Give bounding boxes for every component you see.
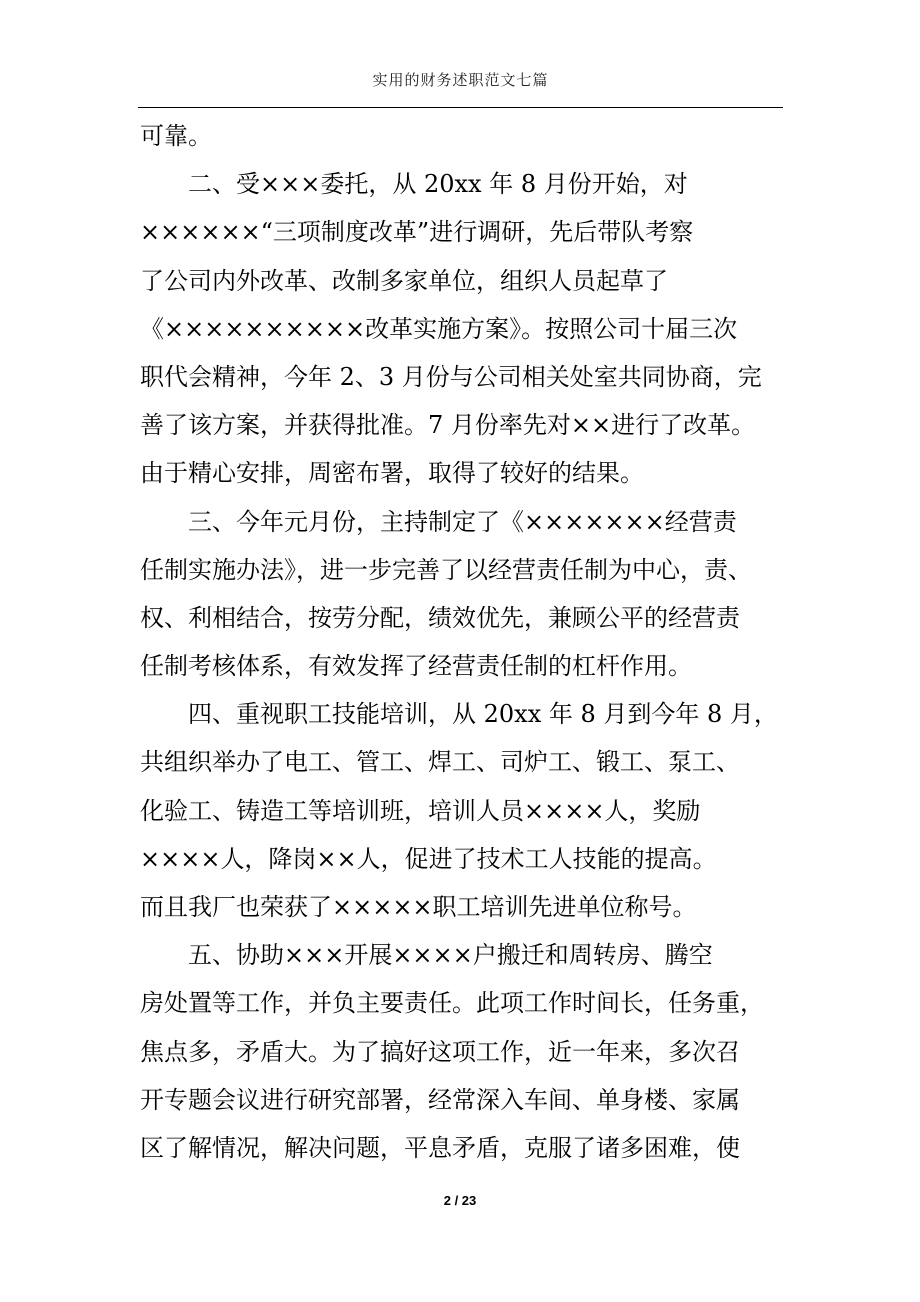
body-line: 善了该方案，并获得批准。7 月份率先对××进行了改革。 [140, 411, 756, 440]
body-line: 而且我厂也荣获了×××××职工培训先进单位称号。 [140, 893, 697, 921]
paragraph-4-start: 四、重视职工技能培训，从 20xx 年 8 月到今年 8 月， [188, 700, 778, 729]
body-line: 《××××××××××改革实施方案》。按照公司十届三次 [140, 314, 738, 343]
body-line: 了公司内外改革、改制多家单位，组织人员起草了 [140, 266, 668, 295]
body-line: 共组织举办了电工、管工、焊工、司炉工、锻工、泵工、 [140, 748, 740, 777]
header-divider [138, 107, 783, 108]
body-line: 职代会精神，今年 2、3 月份与公司相关处室共同协商，完 [140, 362, 762, 391]
body-line: 可靠。 [140, 122, 212, 150]
body-line: 任制考核体系，有效发挥了经营责任制的杠杆作用。 [140, 652, 692, 681]
body-line: ××××××“三项制度改革”进行调研，先后带队考察 [140, 218, 694, 247]
body-line: 由于精心安排，周密布署，取得了较好的结果。 [140, 459, 644, 488]
paragraph-3-start: 三、今年元月份，主持制定了《×××××××经营责 [188, 507, 737, 536]
document-body [140, 112, 780, 1172]
body-line: 开专题会议进行研究部署，经常深入车间、单身楼、家属 [140, 1085, 740, 1114]
body-line: 焦点多，矛盾大。为了搞好这项工作，近一年来，多次召 [140, 1037, 740, 1066]
body-line: 区了解情况，解决问题，平息矛盾，克服了诸多困难，使 [140, 1133, 740, 1162]
paragraph-5-start: 五、协助×××开展××××户搬迁和周转房、腾空 [188, 941, 713, 970]
body-line: 任制实施办法》，进一步完善了以经营责任制为中心，责、 [140, 555, 752, 584]
page-number: 2 / 23 [443, 1193, 477, 1208]
page-header-title: 实用的财务述职范文七篇 [372, 71, 549, 89]
body-line: 房处置等工作，并负主要责任。此项工作时间长，任务重， [140, 989, 764, 1018]
paragraph-2-start: 二、受×××委托，从 20xx 年 8 月份开始，对 [188, 170, 688, 199]
body-line: ××××人，降岗××人，促进了技术工人技能的提高。 [140, 844, 717, 873]
body-line: 化验工、铸造工等培训班，培训人员××××人，奖励 [140, 796, 701, 825]
body-line: 权、利相结合，按劳分配，绩效优先，兼顾公平的经营责 [140, 603, 740, 632]
